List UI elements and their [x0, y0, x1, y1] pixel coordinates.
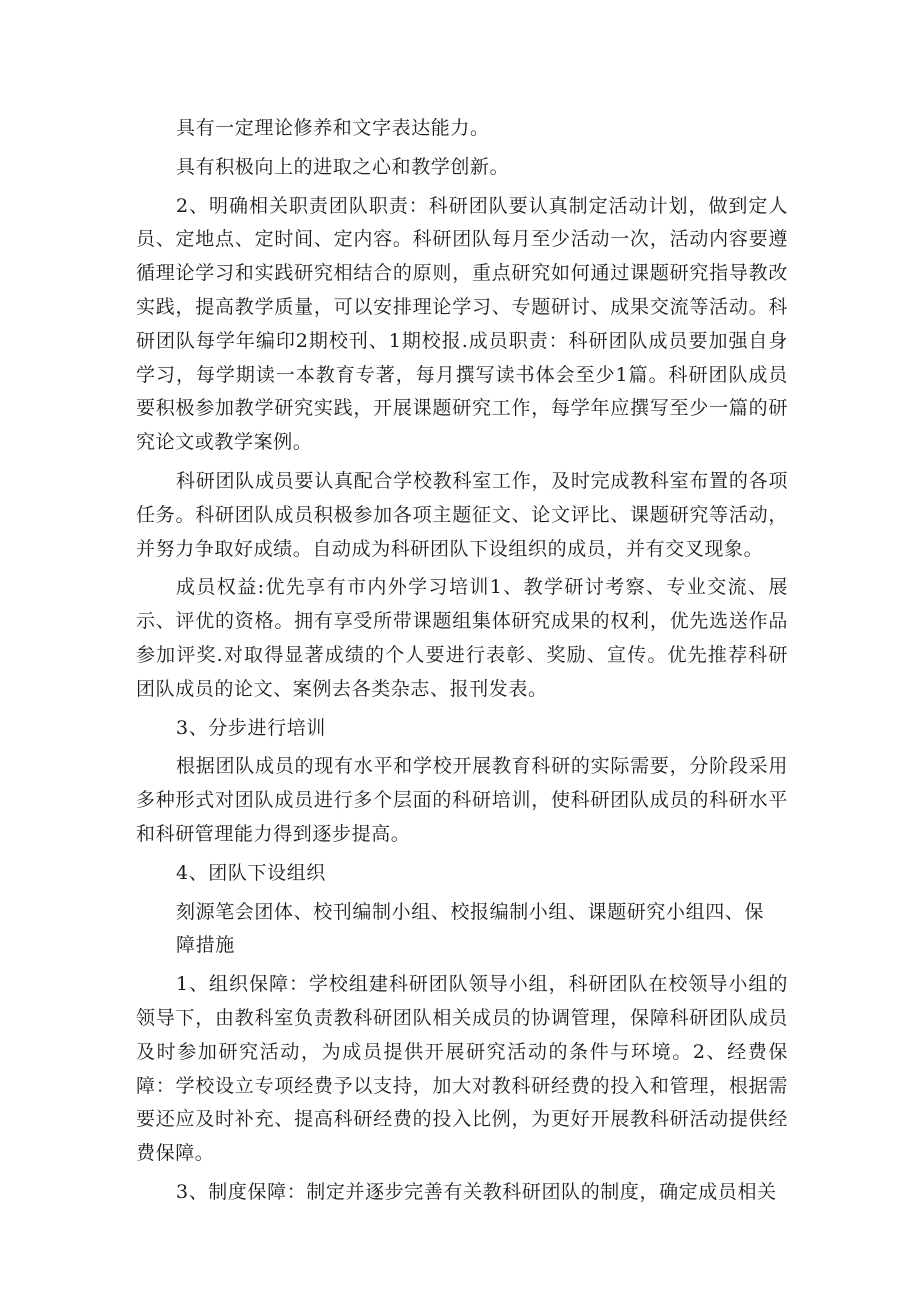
heading-safeguards: 障措施 — [176, 934, 235, 957]
paragraph-duties: 2、明确相关职责团队职责：科研团队要认真制定活动计划，做到定人员、定地点、定时间、定内容。科研团队每月至少活动一次，活动内容要遵循理论学习和实践研究相结合的原则，重点研究如何通过课题研究指导教改实践，提高教学质量，可以安排理论学习、专题研讨、成果交流等活动。科研团队每学年编印2期校刊、1期校报.成员职责：科研团队成员要加强自身学习，每学期读一本教育专著，每月撰写读书体会至少1篇。科研团队成员要积极参加教学研究实践，开展课题研究工作，每学年应撰写至少一篇的研究论文或教学案例。 — [136, 194, 788, 454]
heading-organization: 4、团队下设组织 — [176, 861, 326, 884]
paragraph-theory: 具有一定理论修养和文字表达能力。 — [176, 117, 490, 139]
paragraph-safeguards: 1、组织保障：学校组建科研团队领导小组，科研团队在校领导小组的领导下，由教科室负责教科研团队相关成员的协调管理，保障科研团队成员及时参加研究活动，为成员提供开展研究活动的条件与环境。2、经费保障：学校设立专项经费予以支持，加大对教科研经费的投入和管理，根据需要还应及时补充、提高科研经费的投入比例，为更好开展教科研活动提供经费保障。 — [136, 973, 788, 1165]
paragraph-rights: 成员权益:优先享有市内外学习培训1、教学研讨考察、专业交流、展示、评优的资格。拥有享受所带课题组集体研究成果的权利，优先选送作品参加评奖.对取得显著成绩的个人要进行表彰、奖励、宣传。优先推荐科研团队成员的论文、案例去各类杂志、报刊发表。 — [136, 576, 788, 700]
heading-training: 3、分步进行培训 — [176, 716, 326, 739]
paragraph-groups: 刻源笔会团体、校刊编制小组、校报编制小组、课题研究小组四、保 — [176, 900, 765, 923]
paragraph-innovation: 具有积极向上的进取之心和教学创新。 — [176, 155, 510, 178]
paragraph-system: 3、制度保障：制定并逐步完善有关教科研团队的制度，确定成员相关 — [176, 1180, 777, 1203]
document-body — [136, 112, 788, 1210]
paragraph-cooperation: 科研团队成员要认真配合学校教科室工作，及时完成教科室布置的各项任务。科研团队成员积极参加各项主题征文、论文评比、课题研究等活动，并努力争取好成绩。自动成为科研团队下设组织的成员，并有交叉现象。 — [136, 469, 788, 560]
paragraph-training: 根据团队成员的现有水平和学校开展教育科研的实际需要，分阶段采用多种形式对团队成员进行多个层面的科研培训，使科研团队成员的科研水平和科研管理能力得到逐步提高。 — [136, 755, 788, 845]
